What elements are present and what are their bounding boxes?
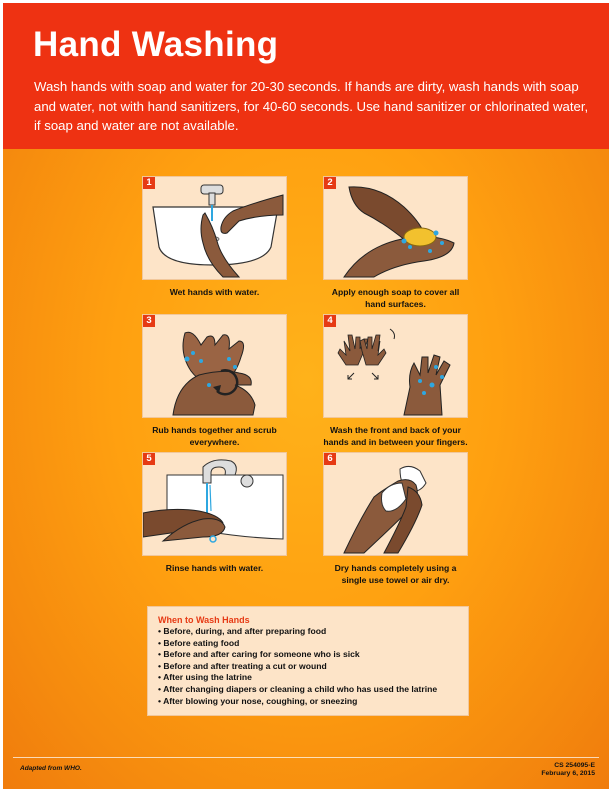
towel-dry-icon [324, 453, 469, 557]
list-item: • After blowing your nose, coughing, or sneezing [158, 696, 468, 708]
step-number: 6 [324, 453, 336, 465]
document-id: CS 254095-E [554, 762, 595, 769]
list-item: • Before, during, and after preparing food [158, 626, 468, 638]
step-3-panel [142, 314, 287, 418]
hands-under-faucet-icon [143, 177, 288, 281]
step-6 [323, 452, 468, 586]
step-caption: Wet hands with water. [169, 287, 260, 297]
poster [3, 3, 609, 789]
step-4-panel [323, 314, 468, 418]
document-date: February 6, 2015 [541, 770, 595, 777]
header-banner [3, 3, 609, 149]
step-caption: Rinse hands with water. [165, 563, 264, 573]
list-item: • Before and after caring for someone who is sick [158, 649, 468, 661]
soap-bar-icon [324, 177, 469, 281]
list-item: • Before eating food [158, 638, 468, 650]
step-3 [142, 314, 287, 448]
step-1 [142, 176, 287, 298]
intro-text: Wash hands with soap and water for 20-30 seconds. If hands are dirty, wash hands with soap and water, not with hand sanitizers, for 40-60 seconds. Use hand sanitizer or chlorinated water, if soap and water are not available. [34, 79, 589, 133]
rinse-faucet-icon [143, 453, 288, 557]
step-caption: Apply enough soap to cover all hand surfaces. [331, 287, 460, 309]
step-caption: Dry hands completely using a single use towel or air dry. [334, 563, 457, 585]
step-number: 3 [143, 315, 155, 327]
footer-divider [13, 757, 599, 758]
step-number: 2 [324, 177, 336, 189]
step-5 [142, 452, 287, 574]
list-item: • After using the latrine [158, 672, 468, 684]
list-item: • Before and after treating a cut or wound [158, 661, 468, 673]
rubbing-hands-icon [143, 315, 288, 419]
step-5-panel [142, 452, 287, 556]
when-to-wash-title: When to Wash Hands [158, 615, 250, 625]
page-title: Hand Washing [33, 25, 279, 64]
step-number: 1 [143, 177, 155, 189]
step-caption: Rub hands together and scrub everywhere. [152, 425, 277, 447]
step-1-panel [142, 176, 287, 280]
step-number: 5 [143, 453, 155, 465]
adapted-credit: Adapted from WHO. [20, 765, 82, 772]
interlaced-fingers-icon [324, 315, 469, 419]
when-to-wash-list [158, 626, 468, 707]
when-to-wash-box [147, 606, 469, 716]
step-2 [323, 176, 468, 310]
step-4 [323, 314, 468, 448]
document-code [541, 762, 595, 778]
step-caption: Wash the front and back of your hands and in between your fingers. [323, 425, 468, 447]
step-2-panel [323, 176, 468, 280]
list-item: • After changing diapers or cleaning a child who has used the latrine [158, 684, 468, 696]
step-number: 4 [324, 315, 336, 327]
step-6-panel [323, 452, 468, 556]
